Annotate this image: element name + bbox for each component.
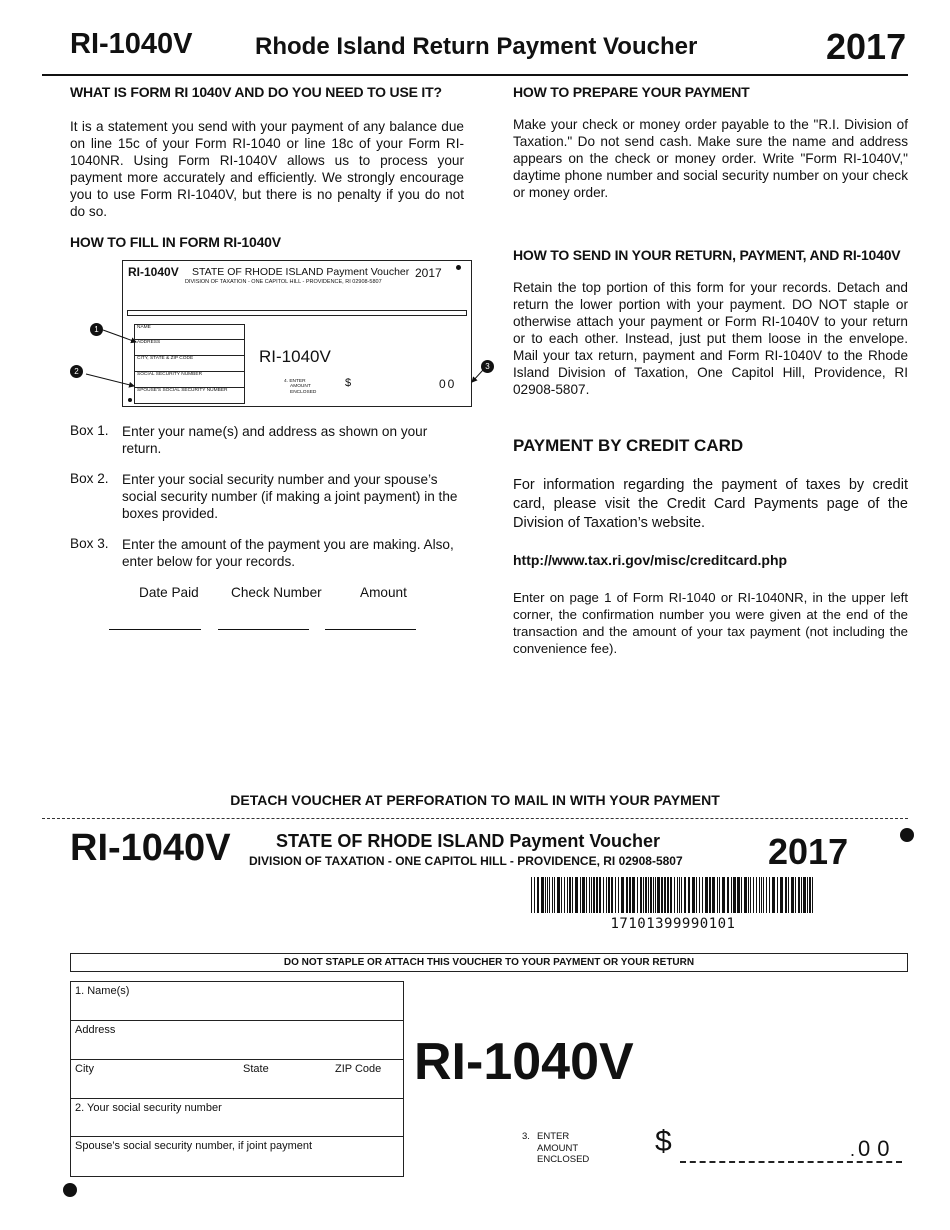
callout-1: 1: [90, 323, 103, 336]
record-check-label: Check Number: [231, 585, 322, 600]
barcode-bar: [737, 877, 740, 913]
barcode-bar: [567, 877, 568, 913]
enter-amount-line: ENTER: [537, 1131, 570, 1142]
barcode-bar: [611, 877, 613, 913]
name-field[interactable]: [71, 982, 403, 1021]
sample-field-name: NAME: [135, 325, 244, 340]
barcode-bar: [615, 877, 616, 913]
barcode-bar: [591, 877, 592, 913]
barcode-bar: [552, 877, 553, 913]
barcode-bar: [643, 877, 644, 913]
barcode-bar: [603, 877, 604, 913]
prepare-heading: HOW TO PREPARE YOUR PAYMENT: [513, 84, 750, 100]
sample-enter-line: 4. ENTER: [284, 379, 306, 384]
sample-enter-line: AMOUNT: [290, 384, 311, 390]
barcode-bar: [596, 877, 598, 913]
amount-cents: 00: [858, 1136, 897, 1161]
barcode-bar: [750, 877, 751, 913]
barcode-bar: [650, 877, 652, 913]
barcode-bar: [791, 877, 794, 913]
barcode-bar: [586, 877, 587, 913]
barcode-bar: [809, 877, 811, 913]
page-title: Rhode Island Return Payment Voucher: [255, 33, 698, 60]
spouse-ssn-field[interactable]: [71, 1137, 403, 1176]
sample-registration-dot: [128, 398, 132, 402]
sample-dollar-sign: $: [345, 377, 352, 389]
sample-field-city: CITY, STATE & ZIP CODE: [135, 356, 244, 372]
voucher-subtitle: DIVISION OF TAXATION - ONE CAPITOL HILL - PROVIDENCE, RI 02908-5807: [249, 854, 683, 868]
barcode-bar: [705, 877, 708, 913]
barcode-bar: [756, 877, 757, 913]
record-date-label: Date Paid: [139, 585, 199, 600]
sample-field-ssn: SOCIAL SECURITY NUMBER: [135, 372, 244, 388]
sample-field-spouse-ssn: SPOUSE'S SOCIAL SECURITY NUMBER: [137, 388, 228, 393]
prepare-text: Make your check or money order payable to the "R.I. Division of Taxation." Do not send cash. Make sure the name and address appears on the check or money order. Write "Form RI-1040V," daytime phone number and social security number on your check or money order.: [513, 117, 908, 200]
barcode-bar: [803, 877, 806, 913]
detach-instruction: DETACH VOUCHER AT PERFORATION TO MAIL IN WITH YOUR PAYMENT: [230, 792, 720, 808]
credit-text-2: Enter on page 1 of Form RI-1040 or RI-1040NR, in the upper left corner, the confirmation number you were given at the end of the transaction and the amount of your tax payment (not including the convenience fee).: [513, 590, 908, 656]
barcode-bar: [561, 877, 562, 913]
barcode-bar: [766, 877, 767, 913]
barcode-bar: [727, 877, 729, 913]
barcode-bar: [534, 877, 535, 913]
voucher-year: 2017: [768, 831, 849, 872]
barcode-bar: [788, 877, 789, 913]
barcode-bar: [712, 877, 715, 913]
send-heading: HOW TO SEND IN YOUR RETURN, PAYMENT, AND RI-1040V: [513, 247, 901, 263]
tax-year: 2017: [826, 26, 907, 67]
fill-heading: HOW TO FILL IN FORM RI-1040V: [70, 234, 281, 250]
barcode-bar: [761, 877, 762, 913]
barcode-bar: [599, 877, 601, 913]
send-text: Retain the top portion of this form for your records. Detach and return the lower portion with your payment. DO NOT staple or otherwise attach your payment or Form RI-1040V to your return or to each other. Instead, just put them loose in the envelope. Mail your tax return, payment and Form RI-1040V to the Rhode Island Division of Taxation, One Capitol Hill, Providence, RI 02908-5807.: [513, 280, 908, 397]
callout-arrow-3: [472, 370, 483, 382]
barcode-bar: [812, 877, 813, 913]
voucher-form-number: RI-1040V: [70, 827, 231, 869]
credit-card-url[interactable]: http://www.tax.ri.gov/misc/creditcard.php: [513, 552, 788, 568]
barcode-bar: [645, 877, 647, 913]
barcode-bar: [795, 877, 796, 913]
barcode-bar: [692, 877, 695, 913]
box-1-label: Box 1.: [70, 423, 109, 438]
barcode-bar: [640, 877, 642, 913]
name-field-label: 1. Name(s): [75, 985, 130, 997]
barcode-bar: [564, 877, 565, 913]
barcode-bar: [569, 877, 571, 913]
barcode-bar: [763, 877, 764, 913]
barcode-bar: [608, 877, 610, 913]
box-2-label: Box 2.: [70, 471, 109, 486]
perforation-line: [42, 818, 908, 819]
enter-amount-line: AMOUNT: [537, 1142, 579, 1154]
enter-amount-number: 3.: [522, 1131, 530, 1142]
sample-subtitle: DIVISION OF TAXATION - ONE CAPITOL HILL - PROVIDENCE, RI 02908-5807: [185, 279, 382, 285]
barcode-bar: [699, 877, 700, 913]
barcode-bar: [717, 877, 718, 913]
record-amount-label: Amount: [360, 585, 407, 600]
barcode-bar: [589, 877, 590, 913]
enter-amount-label: [522, 1131, 589, 1166]
barcode-bar: [593, 877, 595, 913]
voucher-title: STATE OF RHODE ISLAND Payment Voucher: [276, 831, 661, 851]
barcode-bar: [629, 877, 631, 913]
box-3-text: Enter the amount of the payment you are making. Also, enter below for your records.: [122, 537, 454, 569]
barcode-bar: [753, 877, 754, 913]
barcode-bar: [541, 877, 544, 913]
barcode-bar: [557, 877, 560, 913]
barcode-bar: [777, 877, 778, 913]
barcode-bar: [688, 877, 690, 913]
city-field-label: City: [75, 1063, 94, 1075]
voucher-fields: [70, 981, 404, 1177]
address-field[interactable]: [71, 1021, 403, 1060]
dollar-sign: $: [655, 1125, 672, 1158]
box-2-text: Enter your social security number and your spouse’s social security number (if making a joint payment) in the boxes provided.: [122, 472, 458, 521]
barcode-bar: [733, 877, 736, 913]
barcode-bar: [661, 877, 663, 913]
barcode-bar: [670, 877, 672, 913]
voucher-registration-dot: [63, 1183, 77, 1197]
callout-arrows: [70, 318, 490, 398]
barcode-bar: [621, 877, 624, 913]
barcode-bar: [748, 877, 749, 913]
callout-3: 3: [481, 360, 494, 373]
state-field-label: State: [243, 1063, 269, 1075]
callout-arrow-1: [103, 330, 136, 342]
barcode-bar: [769, 877, 770, 913]
barcode-bar: [702, 877, 703, 913]
barcode-bar: [719, 877, 720, 913]
sample-title: STATE OF RHODE ISLAND Payment Voucher: [192, 266, 410, 278]
barcode-bar: [547, 877, 548, 913]
barcode-bar: [572, 877, 573, 913]
barcode-bar: [741, 877, 742, 913]
barcode-bar: [606, 877, 607, 913]
header-rule: [42, 74, 908, 76]
barcode-bar: [679, 877, 680, 913]
barcode-bar: [632, 877, 635, 913]
barcode-bar: [531, 877, 532, 913]
barcode-bar: [537, 877, 539, 913]
barcode-bar: [657, 877, 660, 913]
barcode-number: 17101399990101: [610, 916, 736, 932]
callout-2: 2: [70, 365, 83, 378]
barcode-bar: [798, 877, 800, 913]
box-1-text: Enter your name(s) and address as shown on your return.: [122, 424, 428, 456]
sample-big-form-number: RI-1040V: [259, 347, 331, 366]
voucher-registration-dot: [900, 828, 914, 842]
barcode-bar: [684, 877, 686, 913]
barcode-bar: [549, 877, 550, 913]
barcode-bar: [681, 877, 682, 913]
barcode-bar: [626, 877, 628, 913]
sample-notice-bar: [127, 310, 467, 316]
what-heading: WHAT IS FORM RI 1040V AND DO YOU NEED TO USE IT?: [70, 84, 442, 100]
barcode-bar: [677, 877, 678, 913]
address-field-label: Address: [75, 1024, 116, 1036]
sample-field-address: ADDRESS: [135, 340, 244, 356]
barcode-bar: [554, 877, 555, 913]
barcode-bar: [648, 877, 649, 913]
barcode-bar: [722, 877, 725, 913]
barcode-bar: [696, 877, 697, 913]
decimal-point: .: [850, 1140, 856, 1160]
ssn-field[interactable]: [71, 1099, 403, 1137]
credit-heading: PAYMENT BY CREDIT CARD: [513, 436, 744, 455]
spouse-ssn-field-label: Spouse’s social security number, if joint payment: [75, 1140, 313, 1152]
barcode-bar: [759, 877, 760, 913]
sample-form-number: RI-1040V: [128, 265, 179, 279]
record-amount-line[interactable]: [325, 629, 416, 630]
voucher-big-form-number: RI-1040V: [414, 1033, 634, 1091]
credit-text: For information regarding the payment of taxes by credit card, please visit the Credit Card Payments page of the Division of Taxation’s website.: [513, 477, 908, 531]
barcode-bar: [582, 877, 585, 913]
barcode-bar: [637, 877, 638, 913]
barcode-bar: [807, 877, 808, 913]
sample-registration-dot: [456, 265, 461, 270]
record-check-line[interactable]: [218, 629, 309, 630]
barcode-bar: [580, 877, 581, 913]
record-date-line[interactable]: [109, 629, 201, 630]
box-3-label: Box 3.: [70, 536, 109, 551]
what-text: It is a statement you send with your payment of any balance due on line 15c of your Form RI-1040 or line 18c of your Form RI-1040NR. Using Form RI-1040V allows us to process your payment more accurately and efficiently. We strongly encourage you to use Form RI-1040V, but there is no penalty if you do not do so.: [70, 119, 464, 219]
barcode-bar: [674, 877, 675, 913]
barcode-bar: [655, 877, 656, 913]
barcode-bar: [709, 877, 711, 913]
sample-year: 2017: [415, 266, 442, 280]
sample-enter-line: ENCLOSED: [290, 389, 317, 395]
zip-field-label: ZIP Code: [335, 1063, 382, 1075]
staple-notice: DO NOT STAPLE OR ATTACH THIS VOUCHER TO YOUR PAYMENT OR YOUR RETURN: [70, 953, 908, 972]
barcode-icon: [530, 877, 816, 913]
enter-amount-line: ENCLOSED: [537, 1154, 590, 1165]
callout-arrow-2: [86, 374, 134, 386]
barcode-bar: [664, 877, 666, 913]
barcode-bar: [801, 877, 802, 913]
ssn-field-label: 2. Your social security number: [75, 1102, 222, 1114]
barcode-bar: [545, 877, 546, 913]
barcode-bar: [618, 877, 619, 913]
barcode-bar: [731, 877, 732, 913]
barcode-bar: [653, 877, 654, 913]
barcode-bar: [780, 877, 783, 913]
sample-cents: 00: [439, 377, 457, 391]
barcode-bar: [772, 877, 775, 913]
city-state-zip-field[interactable]: [71, 1060, 403, 1099]
barcode-bar: [744, 877, 747, 913]
barcode-bar: [785, 877, 787, 913]
barcode-bar: [667, 877, 669, 913]
form-number: RI-1040V: [70, 28, 193, 60]
barcode-bar: [575, 877, 578, 913]
